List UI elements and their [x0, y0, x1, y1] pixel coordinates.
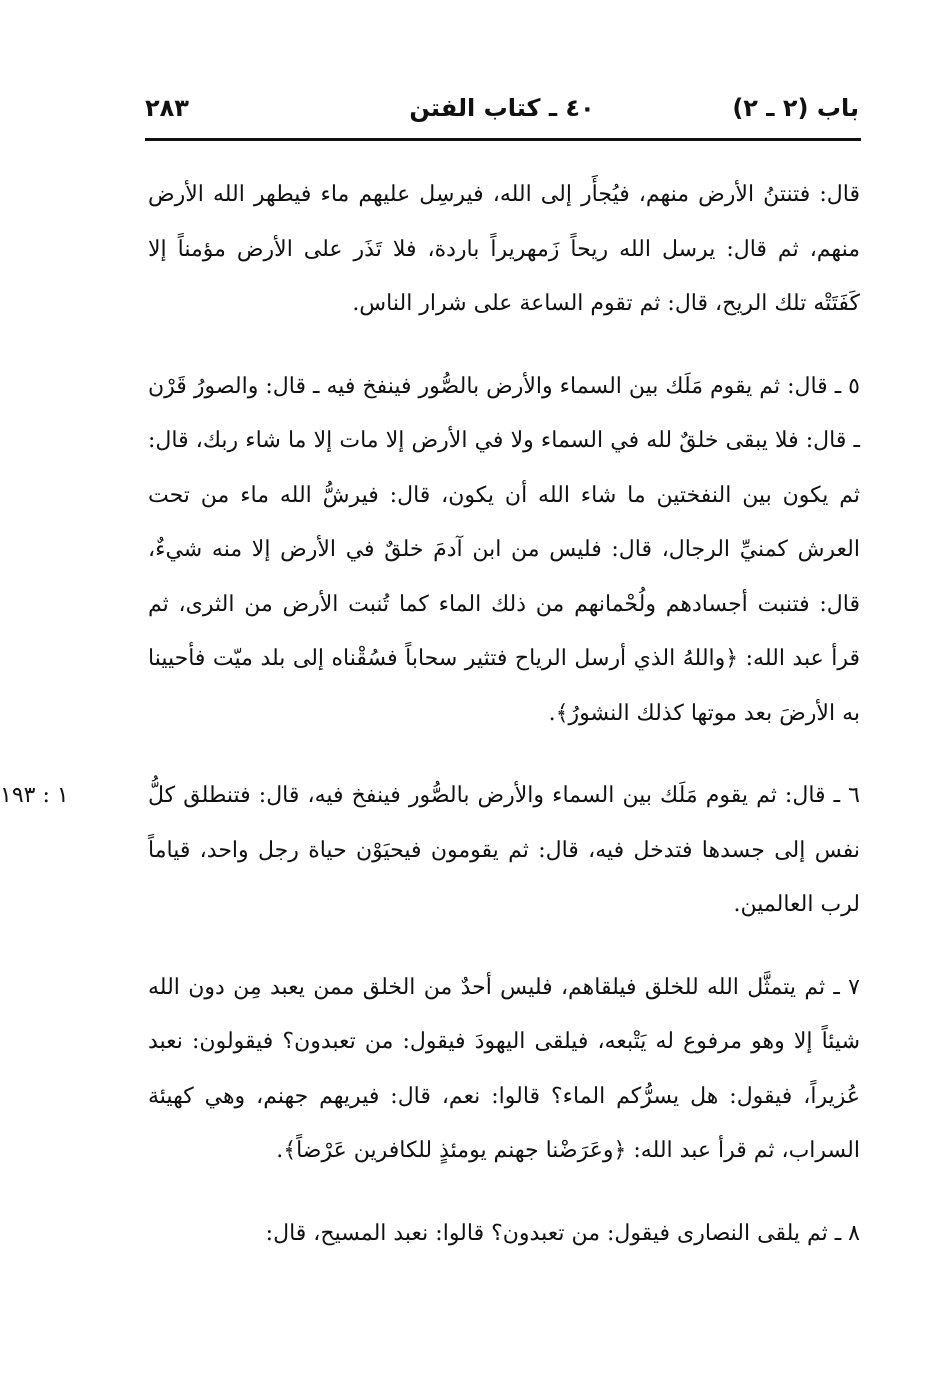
- page-number: ٢٨٣: [145, 94, 189, 122]
- header-rule: [145, 138, 861, 141]
- paragraph-6: ٦ ـ قال: ثم يقوم مَلَك بين السماء والأرض بالصُّور فينفخ فيه، قال: فتنطلق كلُّ نفس إلى جسدها فتدخل فيه، قال: ثم يقومون فيحيَوْن حياة رجل واحد، قياماً لرب العالمين.: [148, 783, 860, 917]
- paragraph-6-wrapper: [0, 769, 860, 933]
- paragraph-gap: [148, 1179, 860, 1207]
- page-header: [145, 88, 859, 128]
- paragraph-8: ٨ ـ ثم يلقى النصارى فيقول: من تعبدون؟ قالوا: نعبد المسيح، قال:: [265, 1220, 860, 1246]
- page-body: [0, 168, 861, 1261]
- paragraph-gap: [148, 741, 860, 769]
- margin-reference: ١ : ١٩٣: [0, 783, 69, 808]
- paragraph-7: ٧ ـ ثم يتمثَّل الله للخلق فيلقاهم، فليس أحدٌ من الخلق ممن يعبد مِن دون الله شيئاً إلا وهو مرفوع له يَتْبعه، فيلقى اليهودَ فيقول: من تعبدون؟ فيقولون: نعبد عُزيراً، فيقول: هل يسرُّكم الماء؟ قالوا: نعم، قال: فيريهم جهنم، وهي كهيئة السراب، ثم قرأ عبد الله: ﴿وعَرَضْنا جهنم يومئذٍ للكافرين عَرْضاً﴾.: [148, 974, 860, 1163]
- chapter-heading: باب (٢ ـ ٢): [732, 94, 859, 122]
- book-title: ٤٠ ـ كتاب الفتن: [409, 94, 595, 122]
- paragraph-5: ٥ ـ قال: ثم يقوم مَلَك بين السماء والأرض بالصُّور فينفخ فيه ـ قال: والصورُ قَرْن ـ قال: فلا يبقى خلقٌ لله في السماء ولا في الأرض إلا مات إلا ما شاء ربك، قال: ثم يكون بين النفختين ما شاء الله أن يكون، قال: فيرشُّ الله ماء من تحت العرش كمنيِّ الرجال، قال: فليس من ابن آدمَ خلقٌ في الأرض إلا منه شيءٌ، قال: فتنبت أجسادهم ولُحْمانهم من ذلك الماء كما تُنبت الأرض من الثرى، ثم قرأ عبد الله: ﴿واللهُ الذي أرسل الرياح فتثير سحاباً فسُقْناه إلى بلد ميّت فأحيينا به الأرضَ بعد موتها كذلك النشورُ﴾.: [148, 373, 861, 726]
- paragraph-gap: [148, 933, 860, 961]
- paragraph-continuation: قال: فتنتنُ الأرض منهم، فيُجأَر إلى الله، فيرسِل عليهم ماء فيطهر الله الأرض منهم، ثم قال: يرسل الله ريحاً زَمهريراً باردة، فلا تَذَر على الأرض مؤمناً إلا كَفَتَتْه تلك الريح، قال: ثم تقوم الساعة على شرار الناس.: [148, 182, 860, 316]
- paragraph-gap: [148, 332, 860, 360]
